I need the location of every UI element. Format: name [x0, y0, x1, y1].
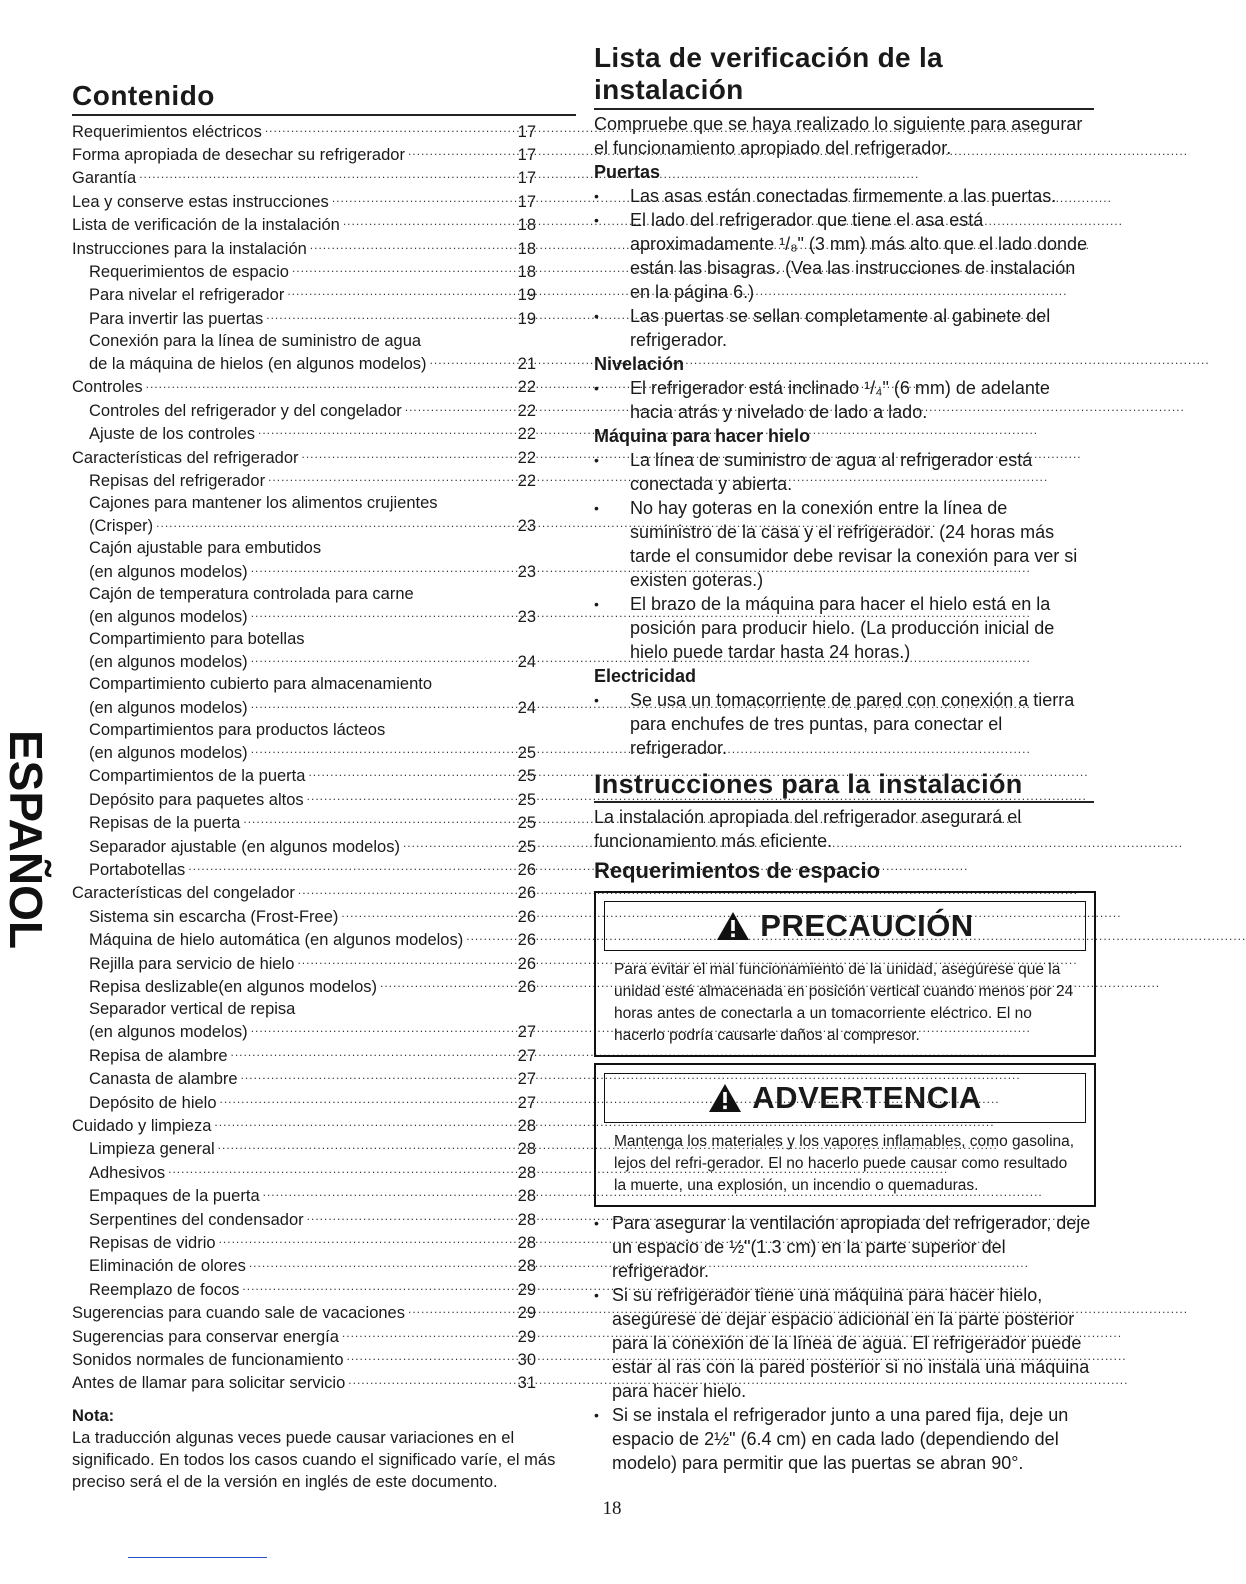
- toc-entry-text: Lea y conserve estas instrucciones: [72, 192, 329, 211]
- toc-entry-row: [72, 1325, 536, 1348]
- toc-entry-text: Lista de verificación de la instalación: [72, 216, 340, 235]
- toc-entry-row: [72, 560, 536, 583]
- toc-leader-dots: [308, 765, 511, 782]
- toc-leader-dots: [342, 1325, 511, 1342]
- toc-leader-dots: [251, 1021, 511, 1038]
- toc-page-number: 25: [517, 790, 536, 809]
- toc-entry-row: [72, 651, 536, 674]
- toc-leader-dots: [263, 1185, 511, 1202]
- maquina-item: • No hay goteras en la conexión entre la línea de suministro de la casa y el refrigerador. (24 horas más tarde el consumidor debe revisar la conexión para ver si existen goteras.): [594, 496, 1094, 592]
- toc-entry-row: [72, 952, 536, 975]
- toc-page-number: 19: [517, 309, 536, 328]
- toc-leader-dots: [287, 284, 511, 301]
- toc-entry-row: [72, 1161, 536, 1184]
- electricidad-title: Electricidad: [594, 666, 697, 686]
- toc-page-number: 24: [517, 698, 536, 717]
- space-requirement-item: • Para asegurar la ventilación apropiada del refrigerador, deje un espacio de ½"(1.3 cm) en la parte superior del refrigerador.: [594, 1211, 1094, 1283]
- toc-entry: [72, 1091, 572, 1114]
- toc-page-number: 22: [517, 401, 536, 420]
- toc-entry: [72, 606, 572, 629]
- toc-entry-text: Garantía: [72, 169, 137, 188]
- toc-entry-row: [72, 1302, 536, 1325]
- toc-entry: [72, 284, 572, 307]
- toc-entry-text: Cajón ajustable para embutidos: [89, 539, 322, 558]
- toc-entry-row: [72, 307, 536, 330]
- toc-entry-row: [72, 741, 536, 764]
- toc-page-number: 26: [517, 931, 536, 950]
- toc-entry-text: Repisas de la puerta: [89, 814, 241, 833]
- electricidad-item: • Se usa un tomacorriente de pared con conexión a tierra para enchufes de tres puntas, para conectar el refrigerador.: [594, 688, 1094, 760]
- toc-entry-text: Sugerencias para conservar energía: [72, 1327, 339, 1346]
- maquina-title: Máquina para hacer hielo: [594, 426, 811, 446]
- warning-header: [604, 1073, 1086, 1123]
- toc-entry: [72, 952, 572, 975]
- toc-entry-text: Controles: [72, 378, 143, 397]
- warning-box: [594, 1063, 1096, 1207]
- toc-page-number: 22: [517, 448, 536, 467]
- toc-entry: [72, 143, 572, 166]
- toc-leader-dots: [302, 446, 511, 463]
- toc-page-number: 23: [517, 517, 536, 536]
- toc-page-number: 26: [517, 884, 536, 903]
- toc-page-number: 25: [517, 743, 536, 762]
- instructions-title: Instrucciones para la instalación: [594, 768, 1094, 803]
- puertas-title: Puertas: [594, 162, 661, 182]
- toc-entry-row: [72, 515, 536, 538]
- toc-entry-text: Compartimientos para productos lácteos: [89, 720, 386, 739]
- note-text: La traducción algunas veces puede causar variaciones en el significado. En todos los casos cuando el significado varíe, el más preciso será el de la versión en inglés de este documento.: [72, 1429, 556, 1492]
- electricidad-list: [594, 688, 1094, 760]
- toc-entry-row: [72, 190, 536, 213]
- toc-title: Contenido: [72, 78, 576, 116]
- toc-entry-row: [72, 120, 536, 143]
- toc-entry: [72, 741, 572, 764]
- toc-entry: [72, 976, 572, 999]
- toc-page-number: 27: [517, 1093, 536, 1112]
- toc-entry-row: [72, 1091, 536, 1114]
- nivelacion-list: [594, 376, 1094, 424]
- toc-leader-dots: [214, 1114, 511, 1131]
- toc-entry: [72, 1114, 572, 1137]
- toc-leader-dots: [266, 307, 511, 324]
- toc-entry-text: (en algunos modelos): [89, 562, 248, 581]
- toc-entry-row: [72, 1138, 536, 1161]
- toc-entry: [72, 167, 572, 190]
- toc-entry: [72, 353, 572, 376]
- toc-entry-row: [72, 1021, 536, 1044]
- toc-entry-text: Compartimientos de la puerta: [89, 767, 306, 786]
- toc-column: [72, 78, 572, 1493]
- toc-entry-row: [72, 1068, 536, 1091]
- caution-header: [604, 901, 1086, 951]
- toc-entry-row: [72, 260, 536, 283]
- toc-leader-dots: [188, 859, 511, 876]
- toc-entry: [72, 470, 572, 493]
- toc-entry: [72, 260, 572, 283]
- toc-entry: [72, 788, 572, 811]
- toc-entry: [72, 1068, 572, 1091]
- toc-page-number: 25: [517, 837, 536, 856]
- toc-entry-text: Eliminación de olores: [89, 1257, 246, 1276]
- toc-entry: [72, 214, 572, 237]
- toc-entry: [72, 1138, 572, 1161]
- maquina-item: • La línea de suministro de agua al refrigerador está conectada y abierta.: [594, 448, 1094, 496]
- toc-page-number: 27: [517, 1046, 536, 1065]
- toc-entry-row: [72, 929, 536, 952]
- toc-page-number: 23: [517, 562, 536, 581]
- toc-entry-text: Repisas de vidrio: [89, 1234, 216, 1252]
- toc-page-number: 28: [517, 1187, 536, 1206]
- toc-entry: [72, 190, 572, 213]
- toc-page-number: 28: [517, 1163, 536, 1182]
- toc-entry: [72, 1349, 572, 1372]
- toc-entry-row: [72, 835, 536, 858]
- toc-entry-text: Cajón de temperatura controlada para carne: [89, 584, 414, 603]
- toc-entry-text: Compartimiento cubierto para almacenamiento: [89, 675, 433, 694]
- toc-entry-text: Características del refrigerador: [72, 448, 299, 467]
- toc-entry: [72, 1208, 572, 1231]
- toc-leader-dots: [298, 882, 511, 899]
- toc-entry-text: Ajuste de los controles: [89, 425, 256, 444]
- caution-text: Para evitar el mal funcionamiento de la unidad, asegúrese que la unidad esté almacenada en posición vertical cuando menos por 24 horas antes de conectarla a un tomacorriente eléctrico. El no hacerlo podría causarle daños al compresor.: [614, 961, 1074, 1044]
- instructions-intro: La instalación apropiada del refrigerador asegurará el funcionamiento más eficiente.: [594, 807, 1022, 851]
- space-requirement-item: • Si se instala el refrigerador junto a una pared fija, deje un espacio de 2½" (6.4 cm) en cada lado (dependiendo del modelo) para permitir que las puertas se abran 90°.: [594, 1403, 1094, 1475]
- toc-entry-row: [72, 470, 536, 493]
- toc-entry-text: Repisa deslizable(en algunos modelos): [89, 978, 378, 997]
- toc-entry: [72, 1302, 572, 1325]
- toc-entry: [72, 1278, 572, 1301]
- toc-entry-text: Cuidado y limpieza: [72, 1116, 212, 1135]
- toc-entry-row: [72, 284, 536, 307]
- toc-page-number: 28: [517, 1234, 536, 1252]
- toc-page-number: 26: [517, 978, 536, 997]
- toc-entry-row: [72, 1044, 536, 1067]
- toc-entry: [72, 1185, 572, 1208]
- toc-page-number: 26: [517, 954, 536, 973]
- toc-entry-row: [72, 237, 536, 260]
- toc-entry: [72, 1255, 572, 1278]
- toc-entry-text: Adhesivos: [89, 1163, 166, 1182]
- toc-page-number: 17: [517, 192, 536, 211]
- toc-leader-dots: [258, 423, 511, 440]
- toc-entry-row: [72, 399, 536, 422]
- toc-entry-text: Separador ajustable (en algunos modelos): [89, 837, 400, 856]
- toc-leader-dots: [231, 1044, 512, 1061]
- toc-entry-row: [72, 606, 536, 629]
- toc-leader-dots: [268, 470, 511, 487]
- toc-leader-dots: [251, 696, 511, 713]
- toc-page-number: 25: [517, 814, 536, 833]
- warning-label: ADVERTENCIA: [752, 1080, 982, 1115]
- toc-entry: [72, 399, 572, 422]
- toc-page-number: 29: [517, 1304, 536, 1323]
- toc-page-number: 29: [517, 1280, 536, 1299]
- toc-entry-row: [72, 376, 536, 399]
- toc-leader-dots: [251, 560, 511, 577]
- warning-triangle-icon: [708, 1083, 742, 1113]
- checklist-intro: Compruebe que se haya realizado lo siguiente para asegurar el funcionamiento apropiado del refrigerador.: [594, 114, 1083, 158]
- toc-page-number: 21: [517, 355, 536, 374]
- toc-entry: [72, 515, 572, 538]
- toc-entry-row: [72, 976, 536, 999]
- toc-entry-text: Instrucciones para la instalación: [72, 239, 307, 258]
- toc-page-number: 18: [517, 262, 536, 281]
- toc-leader-dots: [243, 812, 511, 829]
- toc-page-number: 22: [517, 472, 536, 491]
- toc-entry-text: Depósito de hielo: [89, 1093, 217, 1112]
- toc-entry: [72, 882, 572, 905]
- nivelacion-title: Nivelación: [594, 354, 685, 374]
- toc-entry: [72, 765, 572, 788]
- toc-page-number: 25: [517, 767, 536, 786]
- toc-entry: [72, 560, 572, 583]
- toc-page-number: 28: [517, 1140, 536, 1159]
- toc-leader-dots: [307, 788, 511, 805]
- toc-leader-dots: [251, 651, 511, 668]
- toc-page-number: 28: [517, 1210, 536, 1229]
- toc-entry: [72, 859, 572, 882]
- toc-entry-row: [72, 446, 536, 469]
- toc-entry: [72, 1325, 572, 1348]
- toc-leader-dots: [408, 1302, 511, 1319]
- toc-leader-dots: [220, 1091, 511, 1108]
- language-side-tab-text: ESPAÑOL: [0, 730, 52, 949]
- toc-entry-text: Controles del refrigerador y del congelador: [89, 401, 402, 420]
- toc-leader-dots: [219, 1232, 511, 1249]
- bottom-rule: [128, 1557, 267, 1558]
- toc-entry-text: Compartimiento para botellas: [89, 629, 305, 648]
- toc-list: [72, 120, 572, 1395]
- toc-leader-dots: [430, 353, 511, 370]
- toc-entry-row: [72, 765, 536, 788]
- toc-page-number: 31: [517, 1374, 536, 1393]
- note-title: Nota:: [72, 1407, 115, 1426]
- toc-entry-text: Rejilla para servicio de hielo: [89, 954, 295, 973]
- toc-entry-row: [72, 143, 536, 166]
- toc-leader-dots: [249, 1255, 511, 1272]
- toc-leader-dots: [292, 260, 511, 277]
- caution-box: [594, 891, 1096, 1057]
- toc-leader-dots: [380, 976, 511, 993]
- toc-entry-text: Empaques de la puerta: [89, 1187, 260, 1206]
- toc-entry-text: Repisas del refrigerador: [89, 472, 266, 491]
- toc-entry-text: Serpentines del condensador: [89, 1210, 304, 1229]
- toc-entry: [72, 120, 572, 143]
- toc-entry: [72, 1161, 572, 1184]
- toc-page-number: 27: [517, 1070, 536, 1089]
- toc-entry-text: Sugerencias para cuando sale de vacaciones: [72, 1304, 405, 1323]
- toc-entry-text: Máquina de hielo automática (en algunos modelos): [89, 931, 464, 950]
- toc-entry-text: Cajones para mantener los alimentos crujientes: [89, 494, 438, 512]
- toc-page-number: 18: [517, 239, 536, 258]
- toc-entry-text: (en algunos modelos): [89, 653, 248, 672]
- toc-leader-dots: [251, 741, 511, 758]
- toc-entry-text: Separador vertical de repisa: [89, 999, 296, 1018]
- toc-entry-text: Para nivelar el refrigerador: [89, 286, 285, 305]
- toc-leader-dots: [408, 143, 511, 160]
- toc-page-number: 17: [517, 169, 536, 188]
- toc-entry-row: [72, 1185, 536, 1208]
- maquina-list: [594, 448, 1094, 664]
- toc-page-number: 28: [517, 1257, 536, 1276]
- toc-page-number: 22: [517, 425, 536, 444]
- toc-entry-row: [72, 1232, 536, 1255]
- toc-entry: [72, 307, 572, 330]
- space-requirement-item: • Si su refrigerador tiene una máquina para hacer hielo, asegúrese de dejar espacio adicional en la parte posterior para la conexión de la línea de agua. El refrigerador puede estar al ras con la pared posterior si no instala una máquina para hacer hielo.: [594, 1283, 1094, 1403]
- toc-leader-dots: [241, 1068, 511, 1085]
- maquina-item: • El brazo de la máquina para hacer el hielo está en la posición para producir hielo. (La producción inicial de hielo puede tardar hasta 24 horas.): [594, 592, 1094, 664]
- puertas-item: • El lado del refrigerador que tiene el asa está aproximadamente ¹/₈" (3 mm) más alto que el lado donde están las bisagras. (Vea las instrucciones de instalación en la página 6.): [594, 208, 1094, 304]
- toc-page-number: 28: [517, 1116, 536, 1135]
- warning-triangle-icon: [716, 911, 750, 941]
- toc-entry-row: [72, 1278, 536, 1301]
- toc-entry-text: (en algunos modelos): [89, 698, 248, 717]
- toc-leader-dots: [403, 835, 511, 852]
- content-column: [594, 42, 1094, 1475]
- toc-leader-dots: [156, 515, 511, 532]
- toc-leader-dots: [307, 1208, 511, 1225]
- toc-entry-row: [72, 905, 536, 928]
- toc-page-number: 29: [517, 1327, 536, 1346]
- toc-entry-row: [72, 788, 536, 811]
- toc-entry-row: [72, 696, 536, 719]
- toc-entry: [72, 1372, 572, 1395]
- toc-entry: [72, 1044, 572, 1067]
- toc-entry-text: Reemplazo de focos: [89, 1280, 240, 1299]
- toc-page-number: 17: [517, 122, 536, 141]
- toc-entry-row: [72, 1208, 536, 1231]
- toc-entry: [72, 1232, 572, 1255]
- toc-entry-text: de la máquina de hielos (en algunos modelos): [89, 355, 427, 374]
- toc-entry-text: Repisa de alambre: [89, 1046, 228, 1065]
- puertas-item: • Las puertas se sellan completamente al gabinete del refrigerador.: [594, 304, 1094, 352]
- toc-entry: [72, 446, 572, 469]
- toc-entry-row: [72, 1372, 536, 1395]
- toc-page-number: 22: [517, 378, 536, 397]
- toc-entry: [72, 905, 572, 928]
- toc-entry-text: Antes de llamar para solicitar servicio: [72, 1374, 346, 1393]
- toc-entry-text: Características del congelador: [72, 884, 295, 903]
- toc-entry: [72, 1021, 572, 1044]
- toc-entry: [72, 812, 572, 835]
- toc-leader-dots: [168, 1161, 511, 1178]
- toc-leader-dots: [466, 929, 511, 946]
- toc-leader-dots: [348, 1372, 511, 1389]
- toc-page-number: 27: [517, 1023, 536, 1042]
- toc-entry-text: (Crisper): [89, 517, 154, 536]
- toc-entry: [72, 651, 572, 674]
- toc-entry-text: Requerimientos de espacio: [89, 262, 289, 281]
- toc-page-number: 23: [517, 608, 536, 627]
- toc-entry: [72, 376, 572, 399]
- language-side-tab: [0, 730, 52, 990]
- toc-leader-dots: [251, 606, 511, 623]
- toc-entry-text: Requerimientos eléctricos: [72, 122, 262, 141]
- toc-entry-text: Portabotellas: [89, 861, 186, 879]
- toc-entry-text: (en algunos modelos): [89, 743, 248, 762]
- toc-entry-row: [72, 1114, 536, 1137]
- toc-leader-dots: [343, 214, 511, 231]
- toc-entry-row: [72, 353, 536, 376]
- page-number: 18: [602, 1498, 622, 1519]
- toc-leader-dots: [265, 120, 511, 137]
- toc-page-number: 30: [517, 1351, 536, 1370]
- toc-leader-dots: [310, 237, 511, 254]
- toc-page-number: 24: [517, 653, 536, 672]
- toc-page-number: 26: [517, 861, 536, 879]
- toc-entry-row: [72, 812, 536, 835]
- toc-entry-text: Sonidos normales de funcionamiento: [72, 1351, 344, 1370]
- toc-entry-row: [72, 214, 536, 237]
- toc-page-number: 18: [517, 216, 536, 235]
- toc-entry: [72, 237, 572, 260]
- toc-page-number: 17: [517, 145, 536, 164]
- toc-leader-dots: [332, 190, 511, 207]
- space-requirements-list: [594, 1211, 1094, 1475]
- checklist-title: Lista de verificación de la instalación: [594, 42, 1094, 110]
- toc-leader-dots: [139, 167, 511, 184]
- toc-leader-dots: [347, 1349, 511, 1366]
- caution-label: PRECAUCIÓN: [760, 908, 974, 943]
- toc-leader-dots: [405, 399, 511, 416]
- toc-entry: [72, 929, 572, 952]
- toc-entry-text: Limpieza general: [89, 1140, 215, 1159]
- toc-entry-text: Para invertir las puertas: [89, 309, 264, 328]
- toc-entry-text: Canasta de alambre: [89, 1070, 238, 1089]
- toc-entry-row: [72, 1349, 536, 1372]
- toc-entry: [72, 696, 572, 719]
- toc-entry-text: (en algunos modelos): [89, 1023, 248, 1042]
- space-requirements-title: Requerimientos de espacio: [594, 858, 881, 883]
- note-section: [72, 1405, 572, 1493]
- toc-entry-row: [72, 167, 536, 190]
- toc-entry-text: Depósito para paquetes altos: [89, 790, 304, 809]
- toc-entry-text: Sistema sin escarcha (Frost-Free): [89, 907, 339, 926]
- toc-leader-dots: [242, 1278, 511, 1295]
- toc-entry-text: Conexión para la línea de suministro de agua: [89, 331, 422, 350]
- toc-entry-row: [72, 882, 536, 905]
- nivelacion-item: • El refrigerador está inclinado ¹/₄" (6 mm) de adelante hacia atrás y nivelado de lado a lado.: [594, 376, 1094, 424]
- toc-entry: [72, 835, 572, 858]
- puertas-list: [594, 184, 1094, 352]
- toc-page-number: 26: [517, 907, 536, 926]
- toc-entry-row: [72, 1255, 536, 1278]
- toc-entry: [72, 423, 572, 446]
- toc-leader-dots: [297, 952, 511, 969]
- toc-entry-text: Forma apropiada de desechar su refrigerador: [72, 145, 405, 164]
- toc-entry-text: (en algunos modelos): [89, 608, 248, 627]
- puertas-item: • Las asas están conectadas firmemente a las puertas.: [594, 184, 1094, 208]
- toc-page-number: 19: [517, 286, 536, 305]
- toc-leader-dots: [218, 1138, 511, 1155]
- warning-text: Mantenga los materiales y los vapores inflamables, como gasolina, lejos del refri-gerador. El no hacerlo puede causar como resultado la muerte, una explosión, un incendio o quemaduras.: [614, 1133, 1075, 1194]
- toc-leader-dots: [146, 376, 511, 393]
- toc-leader-dots: [341, 905, 511, 922]
- toc-entry-row: [72, 859, 536, 882]
- toc-entry-row: [72, 423, 536, 446]
